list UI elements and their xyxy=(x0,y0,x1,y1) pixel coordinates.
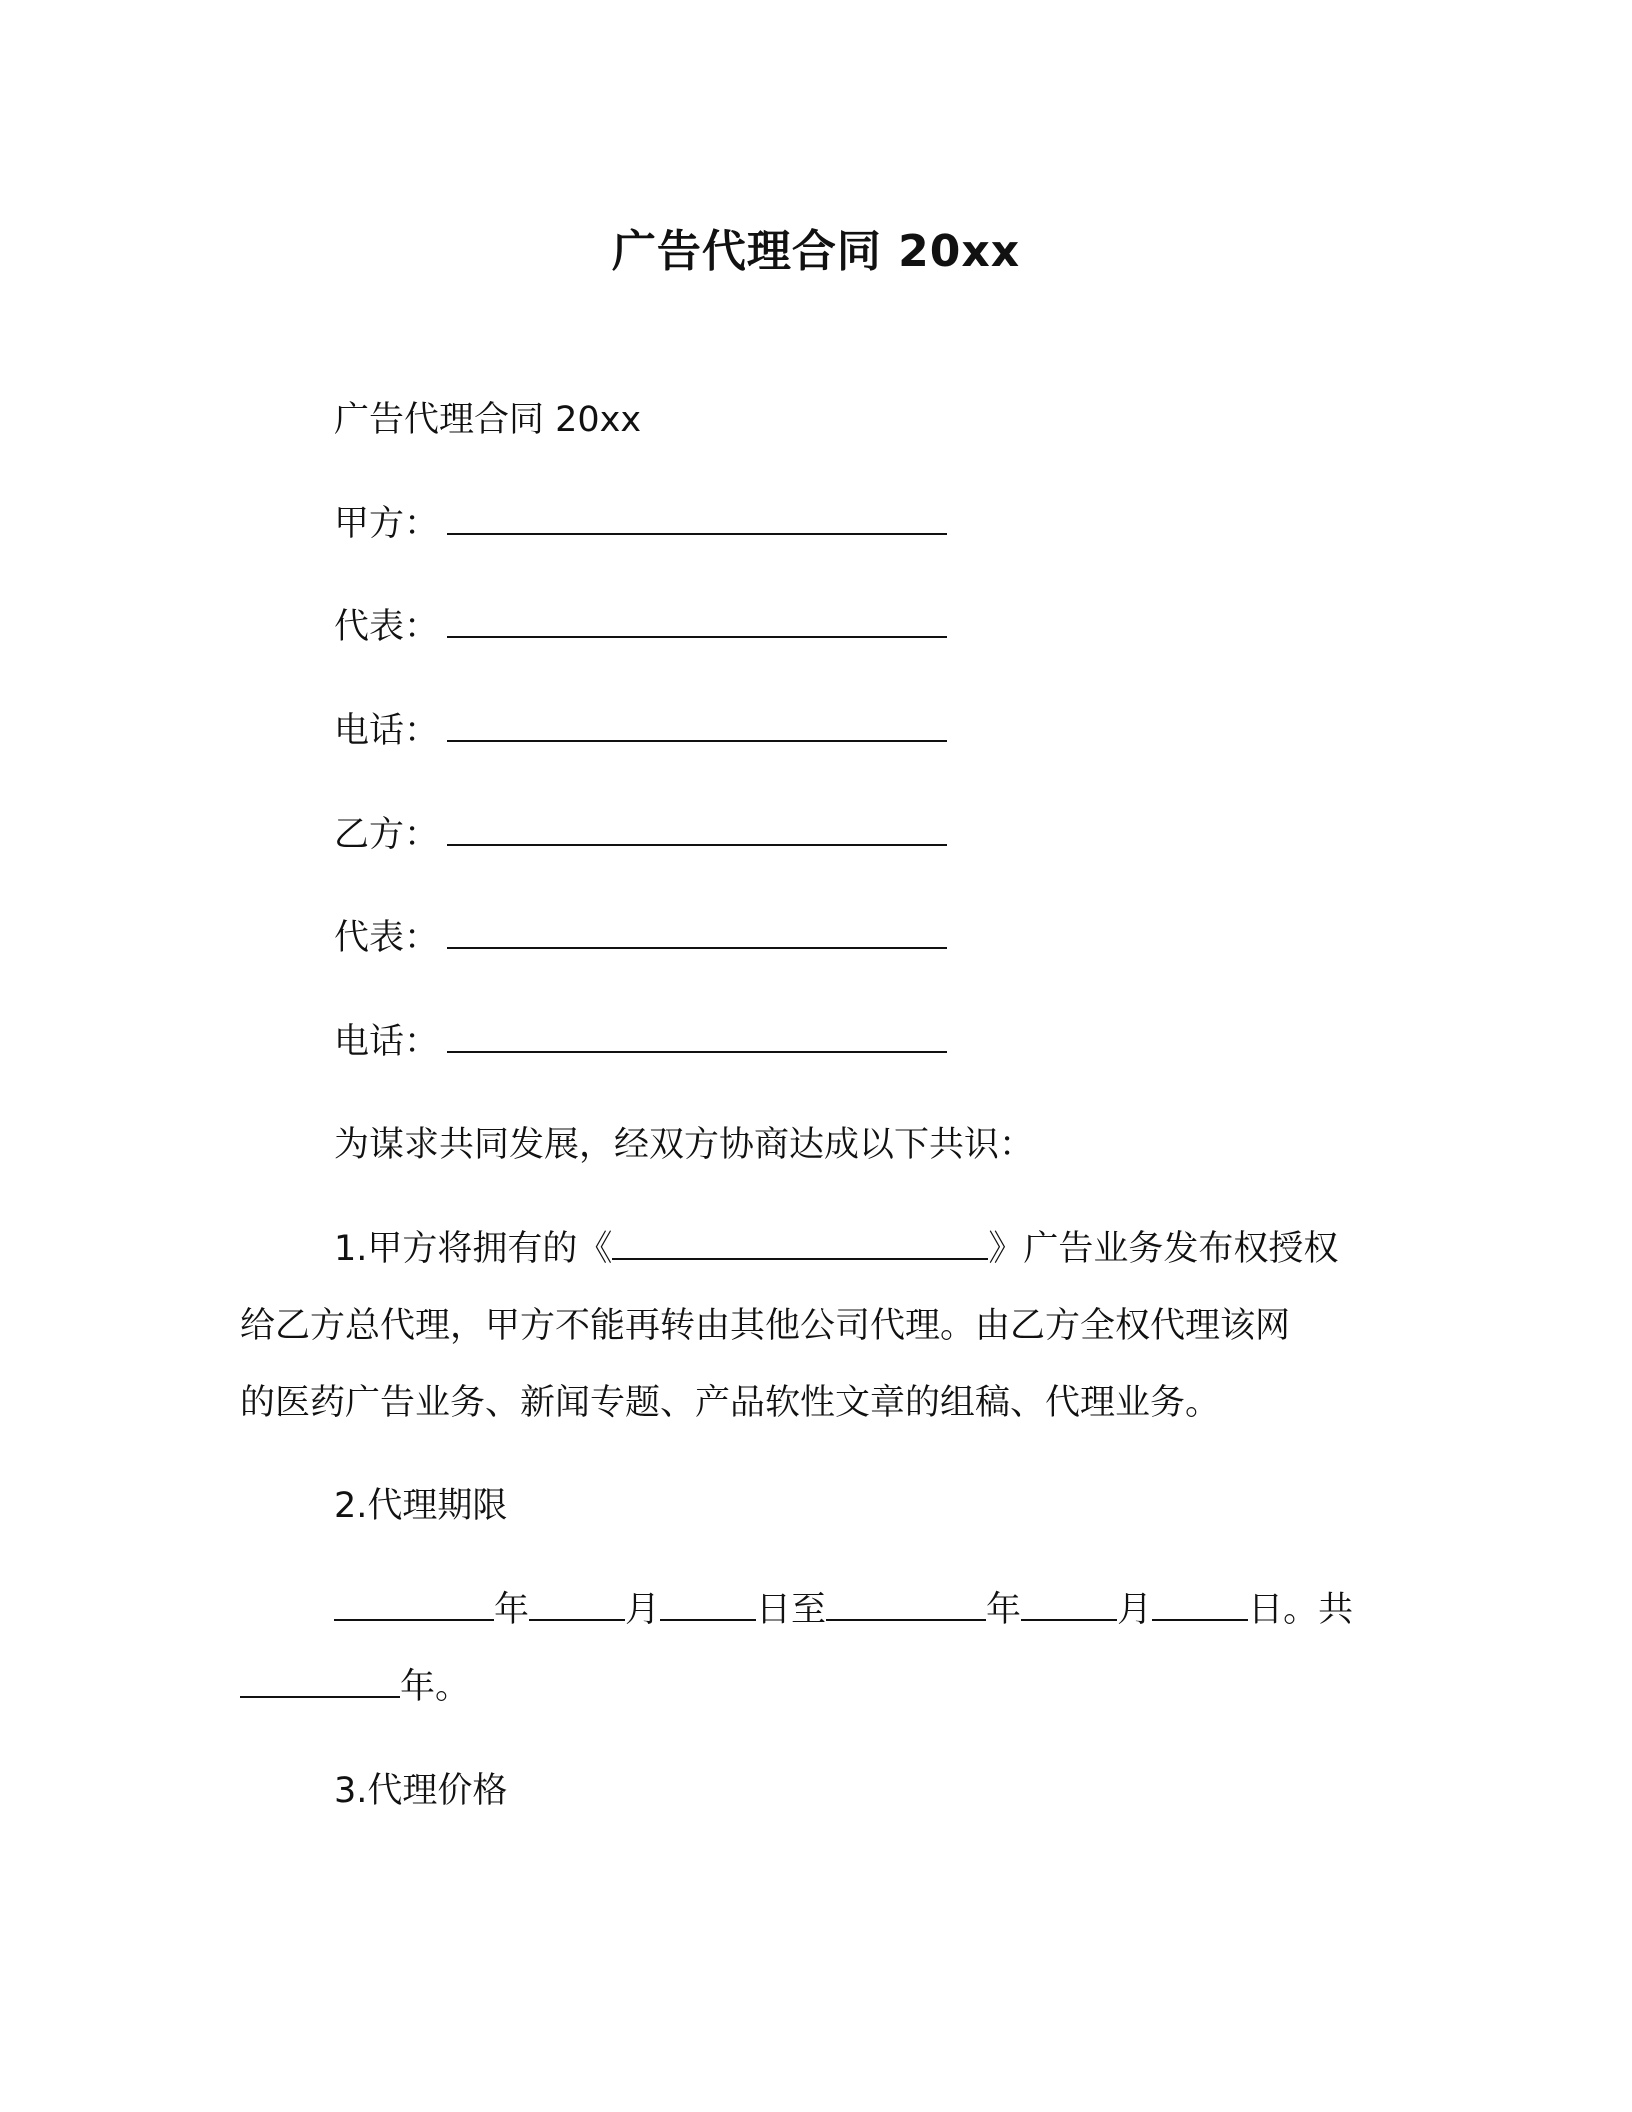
party-b-representative-label: 代表： xyxy=(334,918,440,958)
start-year-blank[interactable] xyxy=(334,1585,494,1621)
clause-1-line-1 xyxy=(334,1224,1338,1274)
start-month-blank[interactable] xyxy=(529,1585,625,1621)
party-a-phone-row xyxy=(334,706,947,756)
clause-1-line-3: 的医药广告业务、新闻专题、产品软性文章的组稿、代理业务。 xyxy=(240,1383,1221,1423)
end-day-label: 日。共 xyxy=(1248,1590,1354,1630)
party-a-phone-blank[interactable] xyxy=(447,706,947,742)
party-b-representative-blank[interactable] xyxy=(447,913,947,949)
document-title: 广告代理合同 20xx xyxy=(611,226,1021,277)
party-b-label: 乙方： xyxy=(334,815,440,855)
party-a-representative-row xyxy=(334,602,947,652)
publication-name-blank[interactable] xyxy=(612,1224,988,1260)
clause-1-suffix: 》广告业务发布权授权 xyxy=(988,1229,1339,1269)
total-years-blank[interactable] xyxy=(240,1662,400,1698)
contract-subtitle: 广告代理合同 20xx xyxy=(334,400,642,440)
party-a-label: 甲方： xyxy=(334,504,440,544)
start-month-label: 月 xyxy=(625,1590,661,1630)
party-a-representative-label: 代表： xyxy=(334,607,440,647)
end-month-blank[interactable] xyxy=(1021,1585,1117,1621)
start-year-label: 年 xyxy=(494,1590,530,1630)
end-year-blank[interactable] xyxy=(826,1585,986,1621)
clause-2-heading: 2.代理期限 xyxy=(334,1486,508,1526)
clause-3-heading: 3.代理价格 xyxy=(334,1771,508,1811)
end-year-label: 年 xyxy=(986,1590,1022,1630)
party-b-row xyxy=(334,810,947,860)
end-day-blank[interactable] xyxy=(1152,1585,1248,1621)
party-a-blank[interactable] xyxy=(447,499,947,535)
agency-term-line-2 xyxy=(240,1662,470,1712)
intro-paragraph: 为谋求共同发展，经双方协商达成以下共识： xyxy=(334,1125,1035,1165)
party-b-phone-label: 电话： xyxy=(334,1022,440,1062)
agency-term-line-1 xyxy=(334,1585,1353,1635)
total-years-label: 年。 xyxy=(400,1667,471,1707)
party-a-phone-label: 电话： xyxy=(334,711,440,751)
start-day-blank[interactable] xyxy=(660,1585,756,1621)
party-b-phone-blank[interactable] xyxy=(447,1017,947,1053)
party-b-representative-row xyxy=(334,913,947,963)
clause-1-prefix: 1.甲方将拥有的《 xyxy=(334,1229,613,1269)
start-day-label: 日至 xyxy=(756,1590,827,1630)
party-a-row xyxy=(334,499,947,549)
party-b-phone-row xyxy=(334,1017,947,1067)
end-month-label: 月 xyxy=(1117,1590,1153,1630)
party-b-blank[interactable] xyxy=(447,810,947,846)
party-a-representative-blank[interactable] xyxy=(447,602,947,638)
clause-1-line-2: 给乙方总代理，甲方不能再转由其他公司代理。由乙方全权代理该网 xyxy=(240,1306,1291,1346)
